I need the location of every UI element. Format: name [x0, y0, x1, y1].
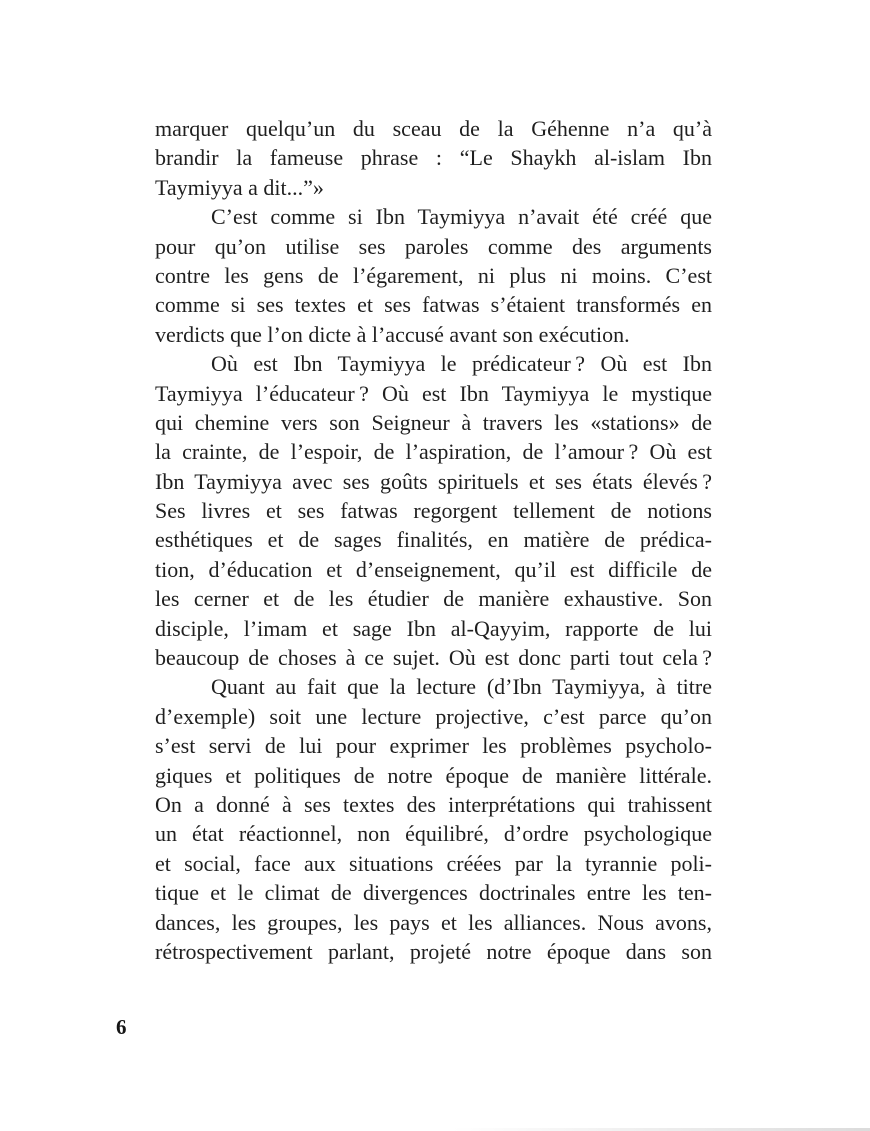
text-line: Ibn Taymiyya avec ses goûts spirituels et ses états élevés ? [155, 468, 712, 494]
paragraph [155, 114, 712, 202]
text-line: d’exemple) soit une lecture projective, c’est parce qu’on [155, 703, 712, 729]
paragraph [155, 349, 712, 672]
text-line: la crainte, de l’espoir, de l’aspiration, de l’amour ? Où est [155, 439, 712, 465]
text-line: Où est Ibn Taymiyya le prédicateur ? Où est Ibn [211, 351, 712, 377]
text-line: giques et politiques de notre époque de manière littérale. [155, 762, 712, 788]
page-number: 6 [116, 1015, 127, 1039]
text-line: les cerner et de les étudier de manière exhaustive. Son [155, 586, 712, 612]
text-line: un état réactionnel, non équilibré, d’ordre psychologique [155, 821, 712, 847]
paragraph [155, 672, 712, 966]
paragraph [155, 202, 712, 349]
text-line: disciple, l’imam et sage Ibn al-Qayyim, rapporte de lui [155, 615, 712, 641]
text-line: Quant au fait que la lecture (d’Ibn Taymiyya, à titre [211, 674, 712, 700]
text-line: rétrospectivement parlant, projeté notre époque dans son [155, 938, 712, 964]
text-line: qui chemine vers son Seigneur à travers les «stations» de [155, 409, 712, 435]
text-line: dances, les groupes, les pays et les alliances. Nous avons, [155, 909, 712, 935]
text-line: Ses livres et ses fatwas regorgent tellement de notions [155, 498, 712, 524]
text-line: pour qu’on utilise ses paroles comme des arguments [155, 233, 712, 259]
text-line: tion, d’éducation et d’enseignement, qu’il est difficile de [155, 556, 712, 582]
text-line: Taymiyya l’éducateur ? Où est Ibn Taymiyya le mystique [155, 380, 712, 406]
text-line: esthétiques et de sages finalités, en matière de prédica- [155, 527, 712, 553]
text-line: tique et le climat de divergences doctrinales entre les ten- [155, 880, 712, 906]
text-line: et social, face aux situations créées par la tyrannie poli- [155, 850, 712, 876]
text-line: contre les gens de l’égarement, ni plus ni moins. C’est [155, 262, 712, 288]
text-line: s’est servi de lui pour exprimer les problèmes psycholo- [155, 733, 712, 759]
text-line: Taymiyya a dit...”» [155, 174, 324, 200]
text-line: beaucoup de choses à ce sujet. Où est donc parti tout cela ? [155, 645, 712, 671]
text-line: verdicts que l’on dicte à l’accusé avant son exécution. [155, 321, 630, 347]
text-line: marquer quelqu’un du sceau de la Géhenne n’a qu’à [155, 116, 712, 141]
text-line: C’est comme si Ibn Taymiyya n’avait été créé que [211, 204, 712, 230]
text-line: comme si ses textes et ses fatwas s’étaient transformés en [155, 292, 712, 318]
text-line: brandir la fameuse phrase : “Le Shaykh al-islam Ibn [155, 145, 712, 171]
text-line: On a donné à ses textes des interprétations qui trahissent [155, 791, 712, 817]
page-text [155, 114, 712, 966]
